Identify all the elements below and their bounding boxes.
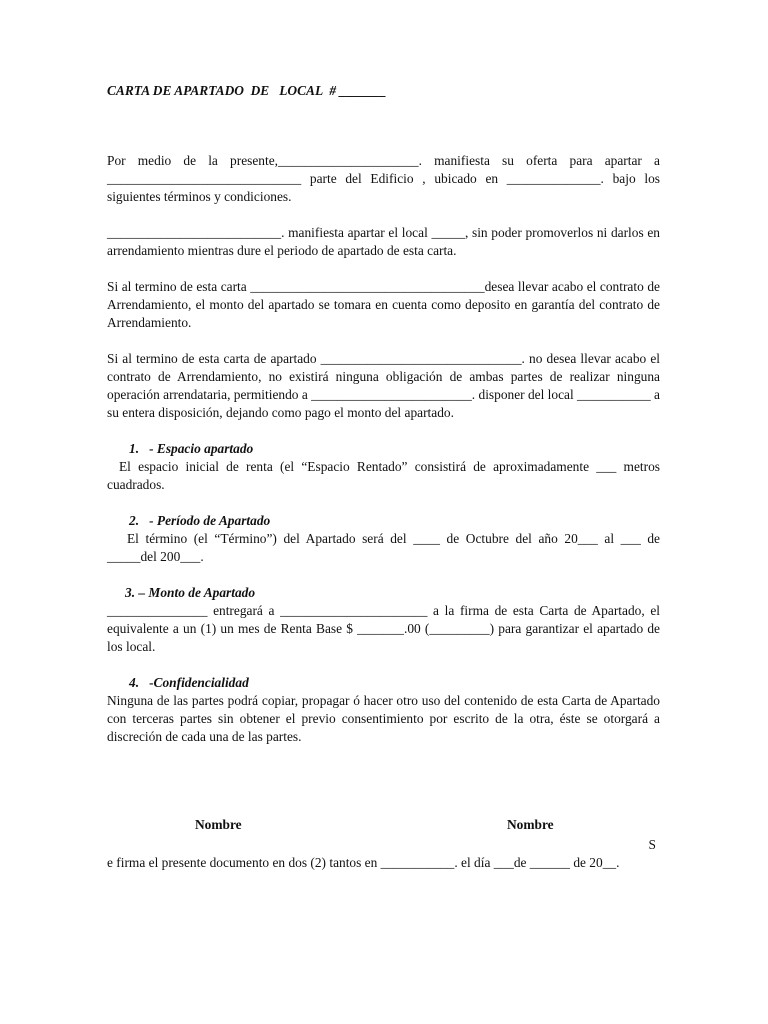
section-heading-confidencialidad: 4. -Confidencialidad [129,675,249,690]
section-body-monto: _______________ entregará a ______________________ a la firma de esta Carta de Apartado, el equivalente a un (1) un mes de Renta Base $ _______.00 (_________) para garantizar el apartado de los local. [107,603,660,654]
section-heading-periodo: 2. - Período de Apartado [129,513,271,528]
paragraph-intro: Por medio de la presente,_____________________. manifiesta su oferta para apartar a _____________________________ parte del Edificio , ubicado en ______________. bajo los siguientes términos y condiciones. [107,153,660,204]
s-letter: S [648,837,656,852]
section-body-confidencialidad: Ninguna de las partes podrá copiar, propagar ó hacer otro uso del contenido de esta Carta de Apartado con terceras partes sin obtener el previo consentimiento por escrito de la otra, éste se otorgará a discreción de cada una de las partes. [107,693,660,744]
section-body-periodo: El término (el “Término”) del Apartado será del ____ de Octubre del año 20___ al ___ de _____del 200___. [107,531,660,564]
paragraph-termino-no-desea: Si al termino de esta carta de apartado ______________________________. no desea llevar acabo el contrato de Arrendamiento, no existirá ninguna obligación de ambas partes de realizar ninguna operación arrendataria, permitiendo a ________________________. disponer del local ___________ a su entera disposición, dejando como pago el monto del apartado. [107,351,660,420]
signature-names [107,816,660,836]
section-body-espacio: El espacio inicial de renta (el “Espacio Rentado” consistirá de aproximadamente ___ metros cuadrados. [107,459,660,492]
signature-name-left: Nombre [195,817,242,832]
closing-paragraph: e firma el presente documento en dos (2) tantos en ___________. el día ___de ______ de 20__. [107,855,620,870]
section-heading-espacio: 1. - Espacio apartado [129,441,254,456]
document-title: CARTA DE APARTADO DE LOCAL # _______ [107,83,387,98]
signature-name-right: Nombre [507,817,554,832]
paragraph-termino-desea: Si al termino de esta carta ___________________________________desea llevar acabo el contrato de Arrendamiento, el monto del apartado se tomara en cuenta como deposito en garantía del contrato de Arrendamiento. [107,279,660,330]
paragraph-apartar-local: __________________________. manifiesta apartar el local _____, sin poder promoverlos ni darlos en arrendamiento mientras dure el periodo de apartado de esta carta. [107,225,660,258]
section-heading-monto: 3. – Monto de Apartado [125,585,256,600]
document-body [107,82,660,872]
signature-spacer [107,764,660,816]
